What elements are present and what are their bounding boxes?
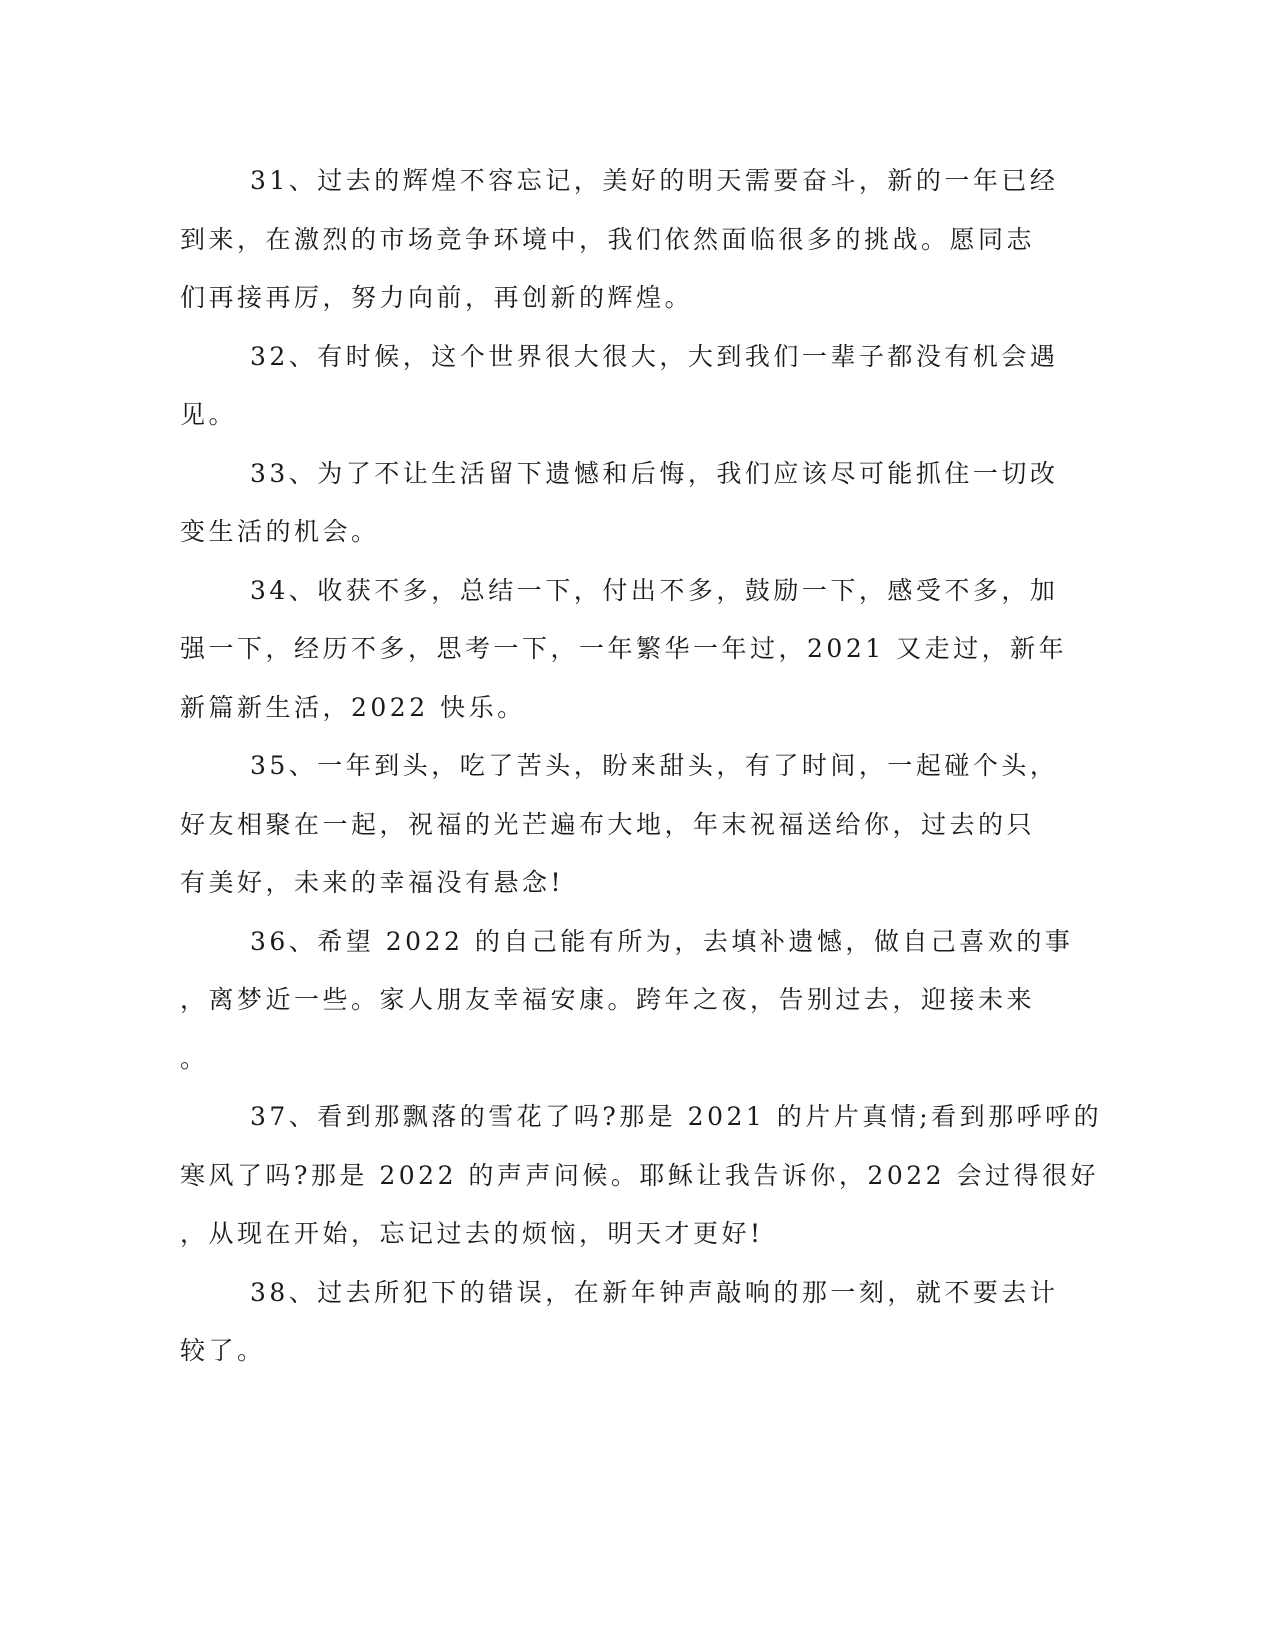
paragraph-line: 36、希望 2022 的自己能有所为，去填补遗憾，做自己喜欢的事 bbox=[250, 926, 1074, 956]
paragraph-34 bbox=[180, 562, 1068, 738]
paragraph-line: 变生活的机会。 bbox=[180, 517, 380, 546]
paragraph-37 bbox=[180, 1088, 1103, 1264]
paragraph-line: 较了。 bbox=[180, 1336, 266, 1365]
paragraph-line: 38、过去所犯下的错误，在新年钟声敲响的那一刻，就不要去计 bbox=[250, 1277, 1059, 1307]
paragraph-35 bbox=[180, 737, 1059, 913]
paragraph-32 bbox=[180, 328, 1059, 445]
paragraph-line: 33、为了不让生活留下遗憾和后悔，我们应该尽可能抓住一切改 bbox=[250, 458, 1059, 488]
paragraph-line: 有美好，未来的幸福没有悬念! bbox=[180, 868, 565, 897]
paragraph-line: 31、过去的辉煌不容忘记，美好的明天需要奋斗，新的一年已经 bbox=[250, 166, 1059, 195]
paragraph-line: 32、有时候，这个世界很大很大，大到我们一辈子都没有机会遇 bbox=[250, 341, 1059, 371]
paragraph-36 bbox=[180, 913, 1074, 1089]
paragraph-line: 到来，在激烈的市场竞争环境中，我们依然面临很多的挑战。愿同志 bbox=[180, 224, 1036, 254]
paragraph-line: ，离梦近一些。家人朋友幸福安康。跨年之夜，告别过去，迎接未来 bbox=[180, 985, 1036, 1014]
paragraph-38 bbox=[180, 1264, 1059, 1381]
paragraph-line: 。 bbox=[180, 1043, 209, 1073]
document-page bbox=[180, 152, 1103, 1381]
paragraph-line: 们再接再厉，努力向前，再创新的辉煌。 bbox=[180, 283, 694, 312]
paragraph-line: 强一下，经历不多，思考一下，一年繁华一年过，2021 又走过，新年 bbox=[180, 634, 1068, 663]
paragraph-line: 见。 bbox=[180, 400, 238, 429]
paragraph-line: 新篇新生活，2022 快乐。 bbox=[180, 692, 526, 722]
paragraph-line: 好友相聚在一起，祝福的光芒遍布大地，年末祝福送给你，过去的只 bbox=[180, 809, 1036, 839]
paragraph-33 bbox=[180, 445, 1059, 562]
paragraph-line: 37、看到那飘落的雪花了吗?那是 2021 的片片真情;看到那呼呼的 bbox=[250, 1102, 1103, 1131]
paragraph-line: 寒风了吗?那是 2022 的声声问候。耶稣让我告诉你，2022 会过得很好 bbox=[180, 1160, 1099, 1190]
paragraph-line: ，从现在开始，忘记过去的烦恼，明天才更好! bbox=[180, 1219, 764, 1248]
paragraph-line: 35、一年到头，吃了苦头，盼来甜头，有了时间，一起碰个头， bbox=[250, 751, 1059, 780]
paragraph-line: 34、收获不多，总结一下，付出不多，鼓励一下，感受不多，加 bbox=[250, 575, 1059, 605]
paragraph-31 bbox=[180, 152, 1059, 328]
